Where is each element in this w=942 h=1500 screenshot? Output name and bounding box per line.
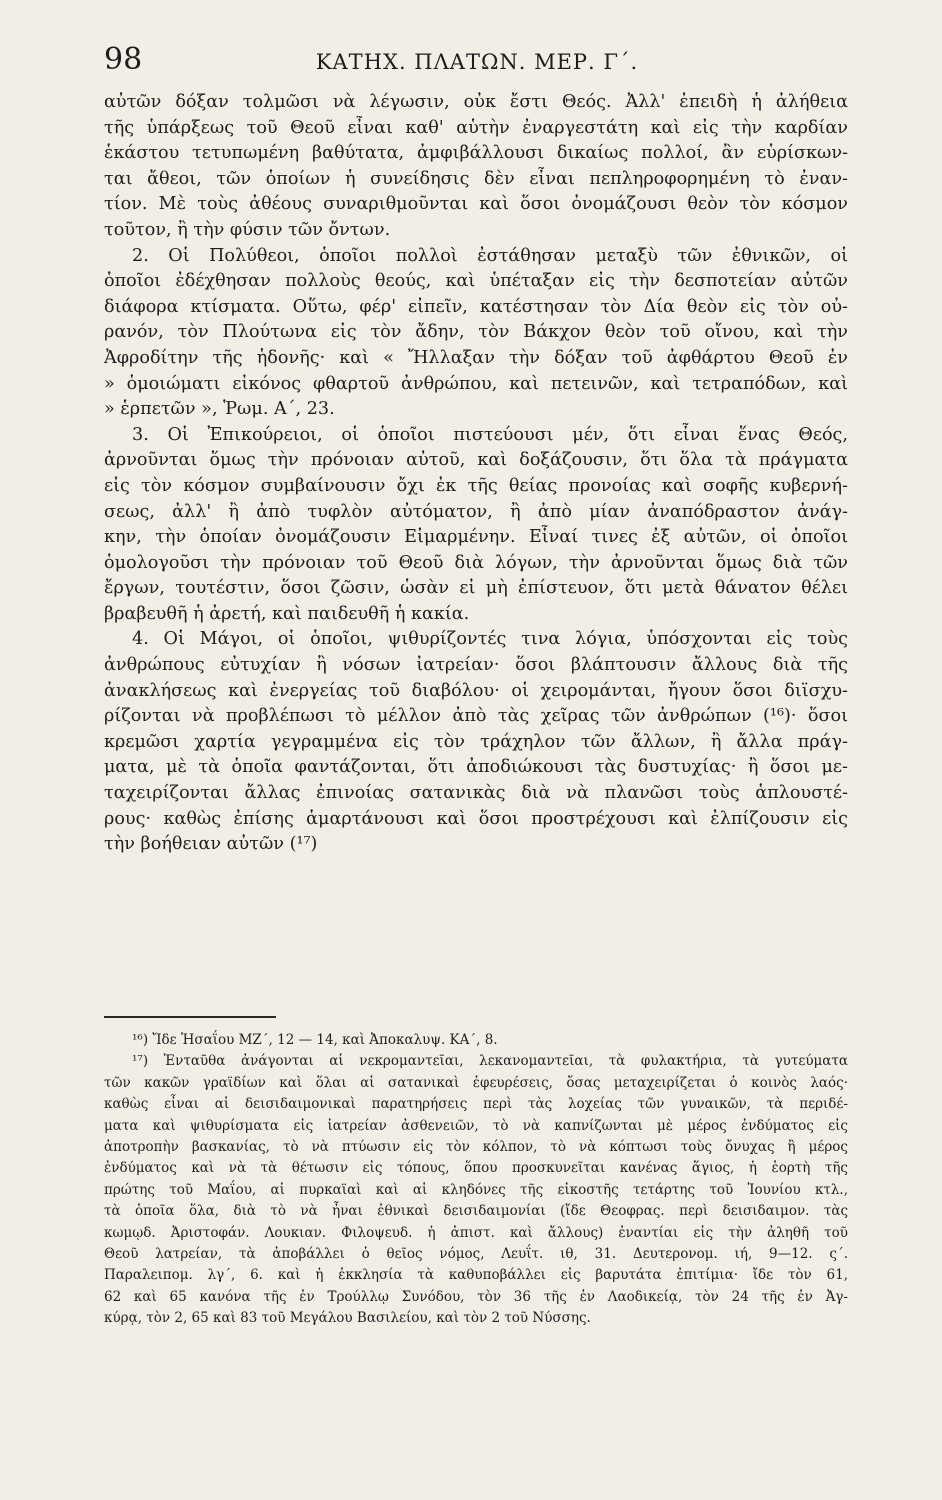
page-header [104,42,850,82]
text-line: ὁμολογοῦσι τὴν πρόνοιαν τοῦ Θεοῦ διὰ λόγων, τὴν ἀρνοῦνται ὅμως διὰ τῶν [104,552,848,573]
text-line: κην, τὴν ὁποίαν ὀνομάζουσιν Εἱμαρμένην. Εἶναί τινες ἐξ αὐτῶν, οἱ ὁποῖοι [104,527,848,548]
text-line: ὁποῖοι ἐδέχθησαν πολλοὺς θεούς, καὶ ὑπέταξαν εἰς τὴν δεσποτείαν αὐτῶν [104,271,848,292]
text-line: 2. Οἱ Πολύθεοι, ὁποῖοι πολλοὶ ἐστάθησαν μεταξὺ τῶν ἐθνικῶν, οἱ [132,245,848,266]
text-line: » ὁμοιώματι εἰκόνος φθαρτοῦ ἀνθρώπου, καὶ πετεινῶν, καὶ τετραπόδων, καὶ [104,373,848,394]
footnote-line: 62 καὶ 65 κανόνα τῆς ἐν Τρούλλῳ Συνόδου, τὸν 36 τῆς ἐν Λαοδικείᾳ, τὸν 24 τῆς ἐν Ἀγ- [104,1288,848,1305]
text-line: ἔργων, τουτέστιν, ὅσοι ζῶσιν, ὡσὰν εἰ μὴ ἐπίστευον, ὅτι μετὰ θάνατον θέλει [104,578,848,599]
text-line: τὴν βοήθειαν αὐτῶν (¹⁷) [104,834,318,855]
footnote-line: ἀποτροπὴν βασκανίας, τὸ νὰ πτύωσιν εἰς τὸν κόλπον, τὸ νὰ κόπτωσι τοὺς ὄνυχας ἢ μέρος [104,1138,848,1155]
text-line: ἀρνοῦνται ὅμως τὴν πρόνοιαν αὐτοῦ, καὶ δοξάζουσιν, ὅτι ὅλα τὰ πράγματα [104,450,848,471]
text-line: διάφορα κτίσματα. Οὕτω, φέρ' εἰπεῖν, κατέστησαν τὸν Δία θεὸν εἰς τὸν οὐ- [104,296,848,317]
main-text [104,90,848,858]
footnote-line: κωμῳδ. Ἀριστοφάν. Λουκιαν. Φιλοψευδ. ἡ ἀπιστ. καὶ ἄλλους) ἐναντίαι εἰς τὴν ἀληθῆ τοῦ [104,1224,848,1241]
text-line: κρεμῶσι χαρτία γεγραμμένα εἰς τὸν τράχηλον τῶν ἄλλων, ἢ ἄλλα πράγ- [104,731,848,752]
text-line: ματα, μὲ τὰ ὁποῖα φαντάζονται, ὅτι ἀποδιώκουσι τὰς δυστυχίας· ἢ ὅσοι με- [104,757,848,778]
text-line: ἀνθρώπους εὐτυχίαν ἢ νόσων ἰατρείαν· ὅσοι βλάπτουσιν ἄλλους διὰ τῆς [104,655,848,676]
footnote-line: ἐνδύματος καὶ νὰ τὰ θέτωσιν εἰς τόπους, ὅπου προσκυνεῖται κανένας ἅγιος, ἡ ἑορτὴ τῆς [104,1160,848,1177]
page-number: 98 [104,42,143,77]
text-line: 4. Οἱ Μάγοι, οἱ ὁποῖοι, ψιθυρίζοντές τινα λόγια, ὑπόσχονται εἰς τοὺς [132,629,848,650]
footnote-line: Θεοῦ λατρείαν, τὰ ἀποβάλλει ὁ θεῖος νόμος, Λευΐτ. ιθ, 31. Δευτερονομ. ιή, 9—12. ς΄. [104,1245,848,1262]
text-line: » ἑρπετῶν », Ῥωμ. Α΄, 23. [104,399,335,420]
text-line: σεως, ἀλλ' ἢ ἀπὸ τυφλὸν αὐτόματον, ἢ ἀπὸ μίαν ἀναπόδραστον ἀνάγ- [104,501,848,522]
footnote-line: Παραλειπομ. λγ΄, 6. καὶ ἡ ἐκκλησία τὰ καθυποβάλλει εἰς βαρυτάτα ἐπιτίμια· ἴδε τὸν 61, [104,1267,848,1284]
text-line: ταχειρίζονται ἄλλας ἐπινοίας σατανικὰς διὰ νὰ πλανῶσι τοὺς ἁπλουστέ- [104,783,848,804]
footnote-line: τὰ ὁποῖα ὅλα, διὰ τὸ νὰ ἦναι ἐθνικαὶ δεισιδαιμονίαι (ἴδε Θεοφρας. περὶ δεισιδαιμον. τὰς [104,1203,848,1220]
footnote-line: κύρᾳ, τὸν 2, 65 καὶ 83 τοῦ Μεγάλου Βασιλείου, καὶ τὸν 2 τοῦ Νύσσης. [104,1310,591,1327]
text-line: ρίζονται νὰ προβλέπωσι τὸ μέλλον ἀπὸ τὰς χεῖρας τῶν ἀνθρώπων (¹⁶)· ὅσοι [104,706,848,727]
text-line: ται ἄθεοι, τῶν ὁποίων ἡ συνείδησις δὲν εἶναι πεπληροφορημένη τὸ ἐναν- [104,168,848,189]
footnote-line: ¹⁷) Ἐνταῦθα ἀνάγονται αἱ νεκρομαντεῖαι, λεκανομαντεῖαι, τὰ φυλακτήρια, τὰ γυτεύματα [132,1053,848,1070]
text-line: βραβευθῆ ἡ ἀρετή, καὶ παιδευθῆ ἡ κακία. [104,603,470,624]
footnote-line: πρώτης τοῦ Μαΐου, αἱ πυρκαϊαὶ καὶ αἱ κληδόνες τῆς εἰκοστῆς τετάρτης τοῦ Ἰουνίου κτλ., [104,1181,848,1198]
text-line: 3. Οἱ Ἐπικούρειοι, οἱ ὁποῖοι πιστεύουσι μέν, ὅτι εἶναι ἕνας Θεός, [132,424,848,445]
running-title: ΚΑΤΗΧ. ΠΛΑΤΩΝ. ΜΕΡ. Γ΄. [315,50,639,74]
footnote-line: ματα καὶ ψιθυρίσματα εἰς ἰατρείαν ἀσθενειῶν, τὸ νὰ καπνίζωνται μὲ μέρος ἐνδύματος εἰς [104,1117,848,1134]
text-line: τῆς ὑπάρξεως τοῦ Θεοῦ εἶναι καθ' αὑτὴν ἐναργεστάτη καὶ εἰς τὴν καρδίαν [104,117,848,138]
footnote-divider [104,1016,276,1018]
text-line: ρανόν, τὸν Πλούτωνα εἰς τὸν ἄδην, τὸν Βάκχον θεὸν τοῦ οἴνου, καὶ τὴν [104,322,848,343]
text-line: Ἀφροδίτην τῆς ἡδονῆς· καὶ « Ἤλλαξαν τὴν δόξαν τοῦ ἀφθάρτου Θεοῦ ἐν [104,347,848,368]
footnotes [104,1030,848,1329]
text-line: τοῦτον, ἢ τὴν φύσιν τῶν ὄντων. [104,219,391,240]
text-line: ἀνακλήσεως καὶ ἐνεργείας τοῦ διαβόλου· οἱ χειρομάνται, ἤγουν ὅσοι διϊσχυ- [104,680,848,701]
text-line: τίον. Μὲ τοὺς ἀθέους συναριθμοῦνται καὶ ὅσοι ὀνομάζουσι θεὸν τὸν κόσμον [104,194,848,215]
text-line: ἑκάστου τετυπωμένη βαθύτατα, ἀμφιβάλλουσι δικαίως πολλοί, ἂν εὑρίσκων- [104,143,848,164]
text-line: εἰς τὸν κόσμον συμβαίνουσιν ὄχι ἐκ τῆς θείας προνοίας καὶ σοφῆς κυβερνή- [104,475,848,496]
footnote-line: καθὼς εἶναι αἱ δεισιδαιμονικαὶ παρατηρήσεις περὶ τὰς λοχείας τῶν γυναικῶν, τὰ περιδέ- [104,1096,848,1113]
footnote-line: τῶν κακῶν γραϊδίων καὶ ὅλαι αἱ σατανικαὶ ἐφευρέσεις, ὅσας μεταχειρίζεται ὁ κοινὸς λαός· [104,1074,848,1091]
text-line: αὐτῶν δόξαν τολμῶσι νὰ λέγωσιν, οὐκ ἔστι Θεός. Ἀλλ' ἐπειδὴ ἡ ἀλήθεια [104,92,848,112]
footnote-line: ¹⁶) Ἴδε Ἡσαΐου ΜΖ΄, 12 — 14, καὶ Ἀποκαλυψ. ΚΑ΄, 8. [132,1032,498,1048]
text-line: ρους· καθὼς ἐπίσης ἁμαρτάνουσι καὶ ὅσοι προστρέχουσι καὶ ἐλπίζουσιν εἰς [104,808,848,829]
